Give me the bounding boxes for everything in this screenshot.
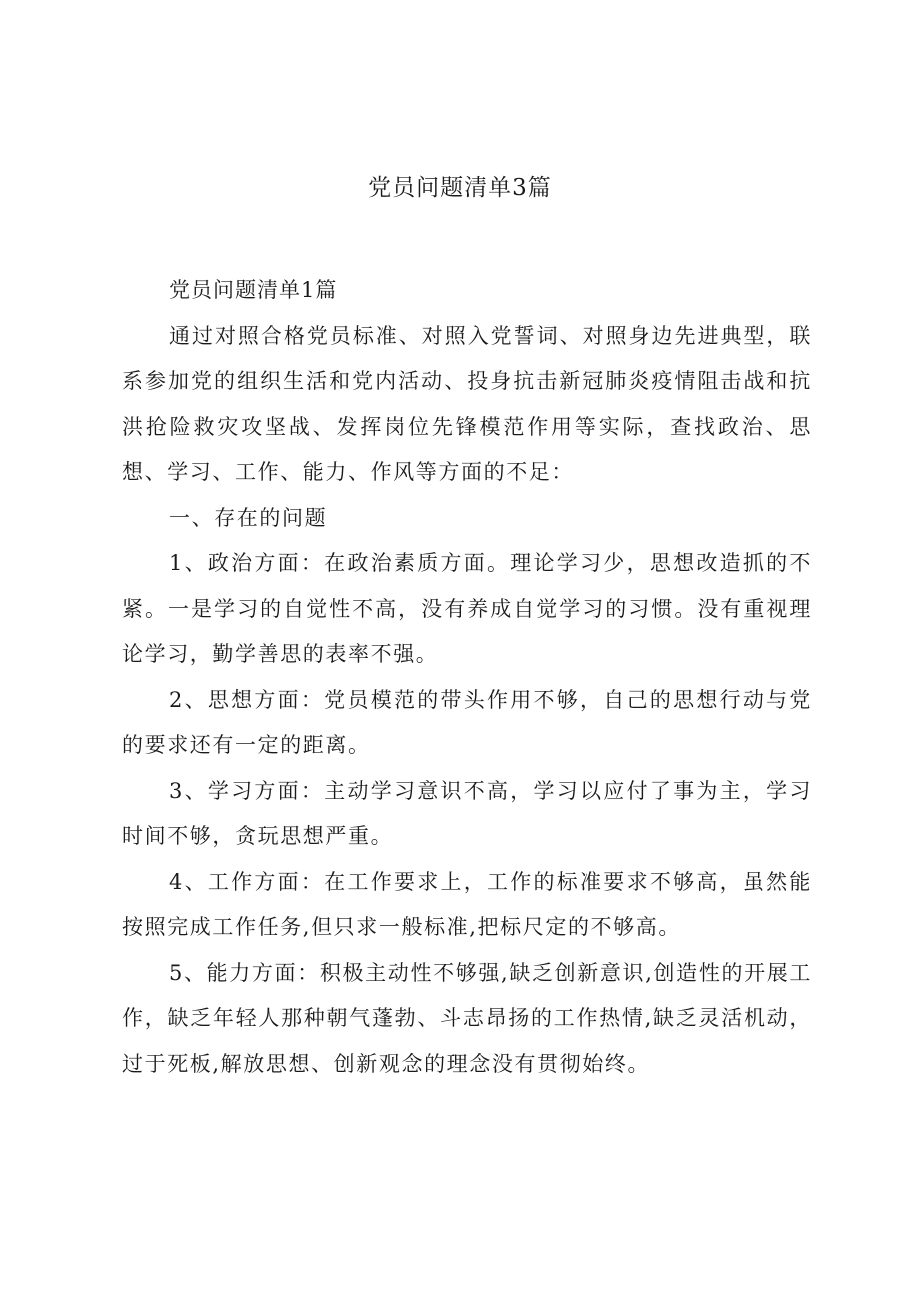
item-political: 1、政治方面：在政治素质方面。理论学习少，思想改造抓的不紧。一是学习的自觉性不高，没有养成自觉学习的习惯。没有重视理论学习，勤学善思的表率不强。 [122,551,812,666]
document-title: 党员问题清单3篇 [368,175,552,201]
document-body [122,268,812,1087]
section-heading: 一、存在的问题 [169,505,328,530]
item-study: 3、学习方面：主动学习意识不高，学习以应付了事为主，学习时间不够，贪玩思想严重。 [122,778,812,848]
item-ideology: 2、思想方面：党员模范的带头作用不够，自己的思想行动与党的要求还有一定的距离。 [122,687,812,757]
item-ability: 5、能力方面：积极主动性不够强,缺乏创新意识,创造性的开展工作，缺乏年轻人那种朝气蓬勃、斗志昂扬的工作热情,缺乏灵活机动，过于死板,解放思想、创新观念的理念没有贯彻始终。 [122,960,812,1076]
item-work: 4、工作方面：在工作要求上，工作的标准要求不够高，虽然能按照完成工作任务,但只求一般标准,把标尺定的不够高。 [122,869,812,939]
intro-paragraph: 通过对照合格党员标准、对照入党誓词、对照身边先进典型，联系参加党的组织生活和党内活动、投身抗击新冠肺炎疫情阻击战和抗洪抢险救灾攻坚战、发挥岗位先锋模范作用等实际，查找政治、思想、学习、工作、能力、作风等方面的不足： [122,323,812,484]
subtitle-paragraph: 党员问题清单1篇 [169,278,338,302]
